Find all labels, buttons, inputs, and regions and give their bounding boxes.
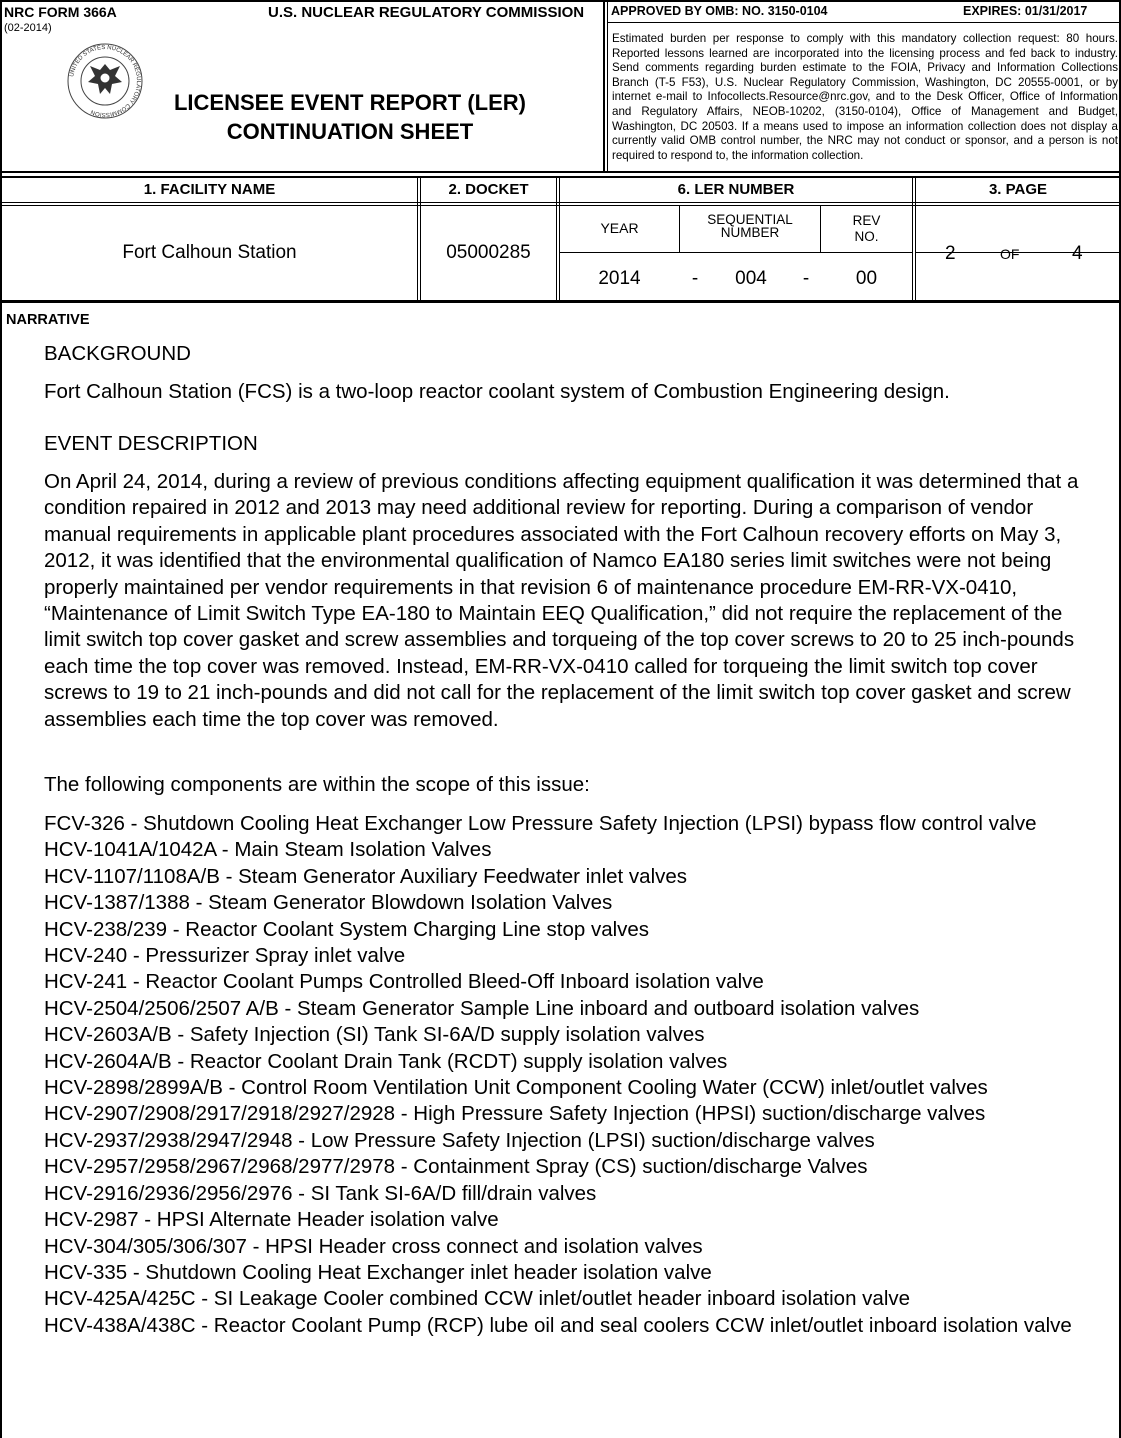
event-description-text: On April 24, 2014, during a review of previous conditions affecting equipment qualification it was determined that a condition repaired in 2012 and 2013 may need additional review for reporting. During a comparison of vendor manual requirements in applicable plant procedures associated with the Fort Calhoun recovery efforts on May 3, 2012, it was identified that the environmental qualification of Namco EA180 series limit switches were not being properly maintained per vendor requirements in that revision 6 of maintenance procedure EM-RR-VX-0410, “Maintenance of Limit Switch Type EA-180 to Maintain EEQ Qualification,” did not require the replacement of the limit switch top cover gasket and screw assemblies and torqueing of the top cover screws to 20 to 25 inch-pounds each time the top cover was removed. Instead, EM-RR-VX-0410 called for torqueing the limit switch top cover screws to 19 to 21 inch-pounds and did not call for the replacement of the limit switch top cover gasket and screw assemblies each time the top cover was removed. (44, 470, 1079, 731)
list-item: HCV-2898/2899A/B - Control Room Ventilation Unit Component Cooling Water (CCW) inlet/outlet valves (44, 1076, 988, 1100)
sequential-label-line2: NUMBER (720, 225, 780, 240)
burden-statement: Estimated burden per response to comply with this mandatory collection request: 80 hours. Reported lessons learned are incorporated into the licensing process and fed back to industry. Send comments regarding burden estimate to the FOIA, Privacy and Information Collections Branch (T-5 F53), U.S. Nuclear Regulatory Commission, Washington, DC 20555-0001, or by internet e-mail to Infocollects.Resource@nrc.gov, and to the Desk Officer, Office of Information and Regulatory Affairs, NEOB-10202, (3150-0104), Office of Management and Budget, Washington, DC 20503. If a means used to impose an information collection does not display a currently valid OMB control number, the NRC may not conduct or sponsor, and a person is not required to respond to, the information collection. (612, 32, 1118, 162)
background-heading: BACKGROUND (44, 342, 191, 365)
list-item: HCV-1387/1388 - Steam Generator Blowdown Isolation Valves (44, 891, 613, 915)
page-of: OF (1000, 246, 1020, 262)
form-revision: (02-2014) (4, 22, 52, 34)
list-item: HCV-2937/2938/2947/2948 - Low Pressure Safety Injection (LPSI) suction/discharge valves (44, 1128, 875, 1152)
rev-label-line1: REV (852, 213, 881, 228)
list-item: HCV-335 - Shutdown Cooling Heat Exchanger inlet header isolation valve (44, 1260, 712, 1284)
list-item: HCV-425A/425C - SI Leakage Cooler combined CCW inlet/outlet header inboard isolation valve (44, 1287, 911, 1311)
background-text: Fort Calhoun Station (FCS) is a two-loop reactor coolant system of Combustion Engineering design. (44, 380, 950, 403)
total-pages: 4 (1072, 243, 1083, 264)
ler-revision-number: 00 (855, 268, 878, 289)
event-description-heading: EVENT DESCRIPTION (44, 432, 258, 455)
list-item: HCV-2916/2936/2956/2976 - SI Tank SI-6A/D fill/drain valves (44, 1181, 597, 1205)
list-item: HCV-1107/1108A/B - Steam Generator Auxiliary Feedwater inlet valves (44, 864, 688, 888)
component-list (44, 811, 1104, 1339)
agency-name: U.S. NUCLEAR REGULATORY COMMISSION (268, 4, 585, 21)
facility-name: Fort Calhoun Station (122, 242, 297, 263)
omb-approval: APPROVED BY OMB: NO. 3150-0104 (611, 4, 828, 18)
docket-number: 05000285 (446, 242, 531, 263)
narrative-label: NARRATIVE (6, 312, 90, 328)
sequential-label-line1: SEQUENTIAL (707, 212, 793, 227)
list-item: HCV-2907/2908/2917/2918/2927/2928 - High Pressure Safety Injection (HPSI) suction/discharge valves (44, 1102, 986, 1126)
ler-dash-2: - (802, 268, 810, 289)
list-item: HCV-238/239 - Reactor Coolant System Charging Line stop valves (44, 917, 650, 941)
ler-year: 2014 (598, 268, 641, 289)
docket-label: 2. DOCKET (448, 181, 529, 198)
facility-name-label: 1. FACILITY NAME (143, 181, 276, 198)
year-label: YEAR (600, 220, 639, 236)
report-title-line1: LICENSEE EVENT REPORT (LER) (173, 90, 527, 115)
list-item: HCV-2987 - HPSI Alternate Header isolation valve (44, 1208, 499, 1232)
list-item: HCV-438A/438C - Reactor Coolant Pump (RCP) lube oil and seal coolers CCW inlet/outlet inboard isolation valve (44, 1313, 1072, 1337)
list-item: HCV-2603A/B - Safety Injection (SI) Tank SI-6A/D supply isolation valves (44, 1023, 705, 1047)
form-number: NRC FORM 366A (4, 4, 117, 20)
report-title-line2: CONTINUATION SHEET (226, 119, 474, 144)
scope-intro: The following components are within the scope of this issue: (44, 773, 590, 796)
page-label: 3. PAGE (988, 181, 1048, 198)
report-title (120, 88, 580, 146)
list-item: HCV-241 - Reactor Coolant Pumps Controlled Bleed-Off Inboard isolation valve (44, 970, 764, 994)
expiration-date: EXPIRES: 01/31/2017 (963, 4, 1088, 18)
revision-number-label (821, 213, 912, 245)
list-item: HCV-1041A/1042A - Main Steam Isolation Valves (44, 838, 492, 862)
list-item: HCV-304/305/306/307 - HPSI Header cross connect and isolation valves (44, 1234, 703, 1258)
list-item: HCV-2504/2506/2507 A/B - Steam Generator Sample Line inboard and outboard isolation valves (44, 996, 920, 1020)
sequential-number-label (680, 213, 820, 239)
list-item: HCV-2604A/B - Reactor Coolant Drain Tank (RCDT) supply isolation valves (44, 1049, 728, 1073)
list-item: HCV-2957/2958/2967/2968/2977/2978 - Containment Spray (CS) suction/discharge Valves (44, 1155, 868, 1179)
seal-text: UNITED STATES NUCLEAR REGULATORY COMMISSION (69, 44, 142, 118)
ler-sequential-number: 004 (735, 268, 767, 289)
ler-number-label: 6. LER NUMBER (677, 181, 795, 198)
list-item: FCV-326 - Shutdown Cooling Heat Exchanger Low Pressure Safety Injection (LPSI) bypass flow control valve (44, 812, 1037, 835)
ler-dash-1: - (691, 268, 699, 289)
rev-label-line2: NO. (854, 229, 879, 244)
page-number: 2 (945, 243, 956, 264)
list-item: HCV-240 - Pressurizer Spray inlet valve (44, 944, 406, 968)
